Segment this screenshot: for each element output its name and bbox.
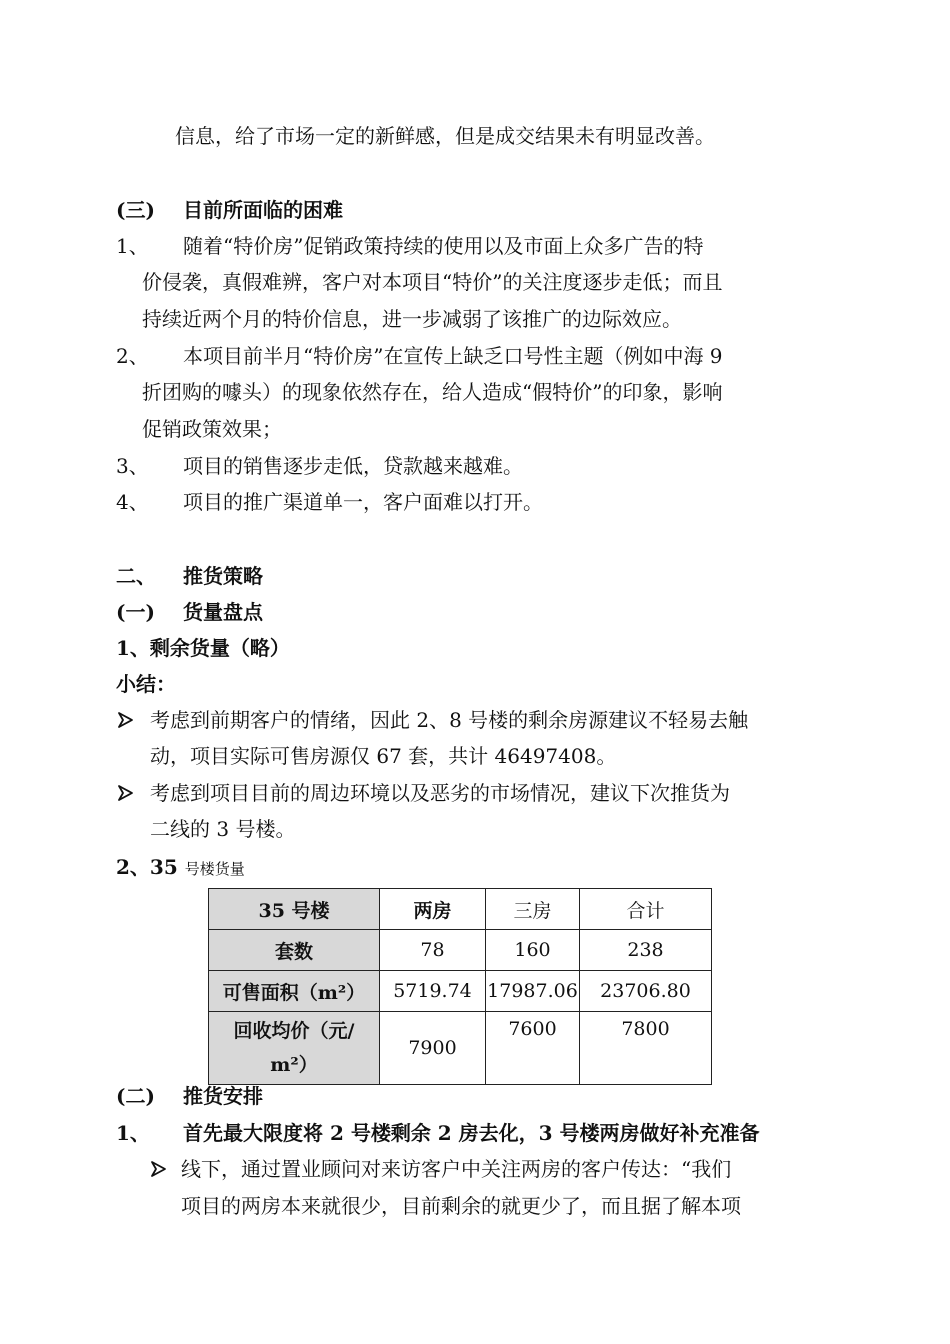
- table-cell: 7800: [580, 1012, 712, 1085]
- goods-table: [208, 888, 712, 1085]
- table-header-cell: 三房: [486, 889, 580, 930]
- chapter-number: 二、: [116, 564, 156, 588]
- table-row: [209, 1012, 712, 1085]
- section-number: (一): [116, 600, 155, 624]
- bullet-text: 线下，通过置业顾问对来访客户中关注两房的客户传达：“我们: [181, 1157, 732, 1181]
- subsection-title: [116, 849, 245, 887]
- table-cell: 7600: [486, 1012, 580, 1085]
- table-row: [209, 971, 712, 1012]
- table-cell: 78: [380, 930, 486, 971]
- arrow-bullet-icon: [150, 1160, 168, 1178]
- bullet-text: 考虑到前期客户的情绪，因此 2、8 号楼的剩余房源建议不轻易去触: [150, 708, 749, 732]
- table-cell: 5719.74: [380, 971, 486, 1012]
- list-text: 折团购的噱头）的现象依然存在，给人造成“假特价”的印象，影响: [142, 380, 723, 404]
- bullet-text: 考虑到项目目前的周边环境以及恶劣的市场情况，建议下次推货为: [150, 781, 730, 805]
- table-row-label: 套数: [209, 930, 380, 971]
- table-row-label: 可售面积（m²）: [209, 971, 380, 1012]
- table-header-cell: 合计: [580, 889, 712, 930]
- list-text: 本项目前半月“特价房”在宣传上缺乏口号性主题（例如中海 9: [183, 344, 723, 368]
- table-cell: 7900: [380, 1012, 486, 1085]
- paragraph-continuation: 信息，给了市场一定的新鲜感，但是成交结果未有明显改善。: [175, 124, 715, 148]
- table-row-label: [209, 1012, 380, 1085]
- bullet-text: 项目的两房本来就很少，目前剩余的就更少了，而且据了解本项: [181, 1194, 741, 1218]
- list-number: 2、: [116, 344, 149, 368]
- list-number: 1、: [116, 1121, 150, 1145]
- subsection-suffix: 号楼货量: [184, 860, 245, 878]
- list-text: 首先最大限度将 2 号楼剩余 2 房去化，3 号楼两房做好补充准备: [183, 1121, 760, 1145]
- list-text: 项目的推广渠道单一，客户面难以打开。: [183, 490, 543, 514]
- list-number: 3、: [116, 454, 149, 478]
- section-title: 目前所面临的困难: [183, 198, 343, 222]
- bullet-text: 动，项目实际可售房源仅 67 套，共计 46497408。: [150, 744, 617, 768]
- table-row-label-line: m²）: [270, 1054, 318, 1076]
- table-cell: 17987.06: [486, 971, 580, 1012]
- section-title: 推货安排: [183, 1084, 263, 1108]
- chapter-title: 推货策略: [183, 564, 263, 588]
- list-text: 促销政策效果；: [142, 417, 282, 441]
- list-text: 项目的销售逐步走低，贷款越来越难。: [183, 454, 523, 478]
- subsection-prefix: 2、35: [116, 855, 178, 879]
- list-text: 价侵袭，真假难辨，客户对本项目“特价”的关注度逐步走低；而且: [142, 270, 723, 294]
- table-row-label-line: 回收均价（元/: [233, 1020, 355, 1042]
- table-row: [209, 930, 712, 971]
- section-title: 货量盘点: [183, 600, 263, 624]
- bullet-text: 二线的 3 号楼。: [150, 817, 296, 841]
- arrow-bullet-icon: [117, 784, 135, 802]
- table-cell: 23706.80: [580, 971, 712, 1012]
- subsection-title: 1、剩余货量（略）: [116, 636, 290, 660]
- list-number: 1、: [116, 234, 149, 258]
- section-number: (三): [116, 198, 155, 222]
- table-header-cell: 35 号楼: [209, 889, 380, 930]
- summary-label: 小结：: [116, 672, 176, 696]
- table-cell: 238: [580, 930, 712, 971]
- table-header-cell: 两房: [380, 889, 486, 930]
- list-number: 4、: [116, 490, 149, 514]
- list-text: 随着“特价房”促销政策持续的使用以及市面上众多广告的特: [183, 234, 704, 258]
- table-header-row: [209, 889, 712, 930]
- list-text: 持续近两个月的特价信息，进一步减弱了该推广的边际效应。: [142, 307, 682, 331]
- table-cell: 160: [486, 930, 580, 971]
- section-number: (二): [116, 1084, 155, 1108]
- arrow-bullet-icon: [117, 711, 135, 729]
